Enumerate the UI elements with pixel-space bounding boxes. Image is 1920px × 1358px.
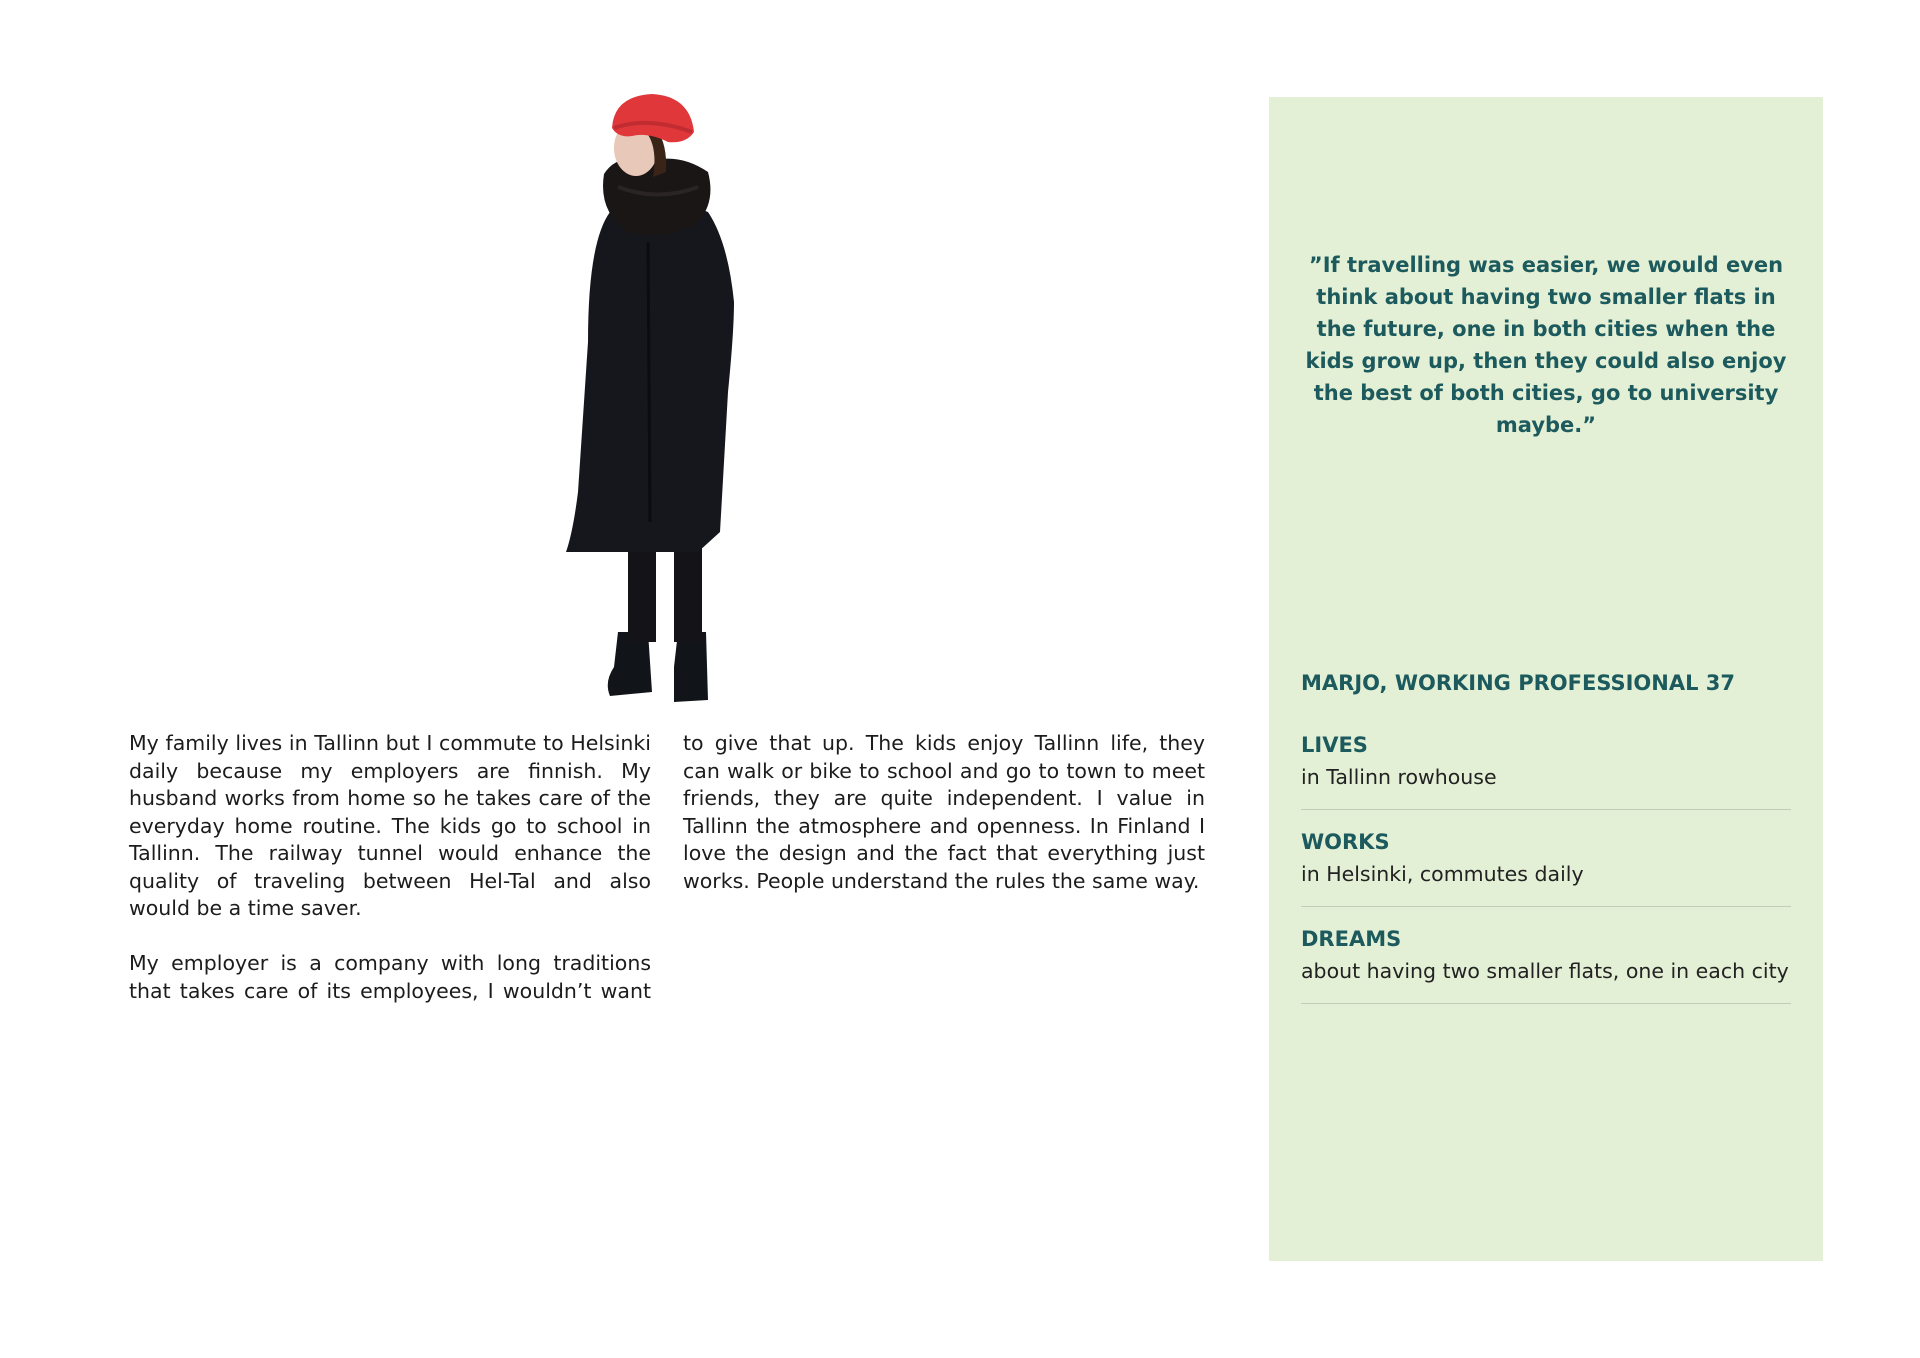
story-paragraph: My employer is a company with long traditions that takes care of its employees, I wouldn’t want to give that up. The kids enjoy Tallinn life, they can walk or bike to school and go to town to meet friends, they are quite independent. I value in Tallinn the atmosphere and openness. In Finland I love the design and the fact that everything just works. People understand the rules the same way. [129, 731, 1205, 1003]
fact-text: in Tallinn rowhouse [1301, 765, 1497, 789]
person-illustration [548, 92, 788, 708]
fact-label: WORKS [1301, 830, 1390, 854]
fact-dreams [1301, 923, 1791, 1004]
fact-works [1301, 826, 1791, 907]
persona-photo [548, 92, 788, 708]
persona-quote: ”If travelling was easier, we would even think about having two smaller flats in the future, one in both cities when the kids grow up, then they could also enjoy the best of both cities, go to university maybe.” [1305, 253, 1787, 437]
fact-label: DREAMS [1301, 927, 1402, 951]
fact-label: LIVES [1301, 733, 1368, 757]
persona-name: MARJO, WORKING PROFESSIONAL 37 [1301, 671, 1736, 695]
fact-text: about having two smaller flats, one in each city [1301, 959, 1789, 983]
story-paragraph: My family lives in Tallinn but I commute to Helsinki daily because my employers are finnish. My husband works from home so he takes care of the everyday home routine. The kids go to school in Tallinn. The railway tunnel would enhance the quality of traveling between Hel-Tal and also would be a time saver. [129, 731, 651, 920]
story-text [129, 730, 1205, 1010]
fact-text: in Helsinki, commutes daily [1301, 862, 1584, 886]
persona-facts [1301, 729, 1791, 1020]
fact-lives [1301, 729, 1791, 810]
persona-summary-panel [1269, 97, 1823, 1261]
